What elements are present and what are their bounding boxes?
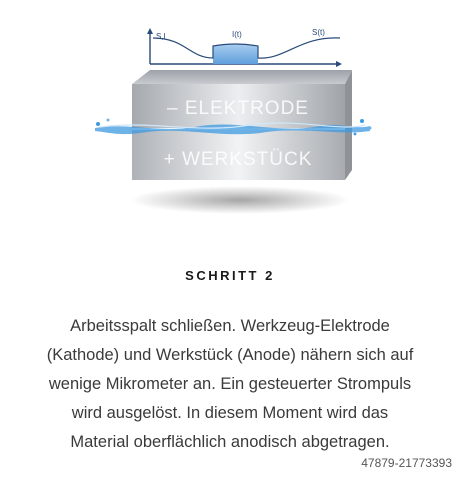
electrode-label: – ELEKTRODE <box>167 98 309 119</box>
image-id-watermark: 47879-21773393 <box>361 456 452 470</box>
graph-x-arrow-icon <box>336 61 342 67</box>
current-pulse <box>213 44 258 64</box>
description-line: wenige Mikrometer an. Ein gesteuerter Strompuls <box>48 375 412 393</box>
description-line: (Kathode) und Werkstück (Anode) nähern sich auf <box>46 346 414 364</box>
block-shadow <box>130 186 350 214</box>
graph-y-arrow-icon <box>147 28 153 34</box>
signal-graph <box>147 28 342 67</box>
step-title: SCHRITT 2 <box>185 268 275 283</box>
block-top-face <box>132 70 352 84</box>
graph-label-st: S(t) <box>312 28 325 37</box>
description-line: Arbeitsspalt schließen. Werkzeug-Elektrode <box>70 317 390 335</box>
block-side-face <box>345 70 352 180</box>
step-description <box>20 312 440 457</box>
description-line: Material oberflächlich anodisch abgetragen. <box>70 433 390 451</box>
workpiece-label: + WERKSTÜCK <box>163 149 313 170</box>
graph-label-it: I(t) <box>232 30 242 39</box>
description-line: wird ausgelöst. In diesem Moment wird das <box>71 404 389 422</box>
graph-label-si: S,I <box>156 32 166 41</box>
